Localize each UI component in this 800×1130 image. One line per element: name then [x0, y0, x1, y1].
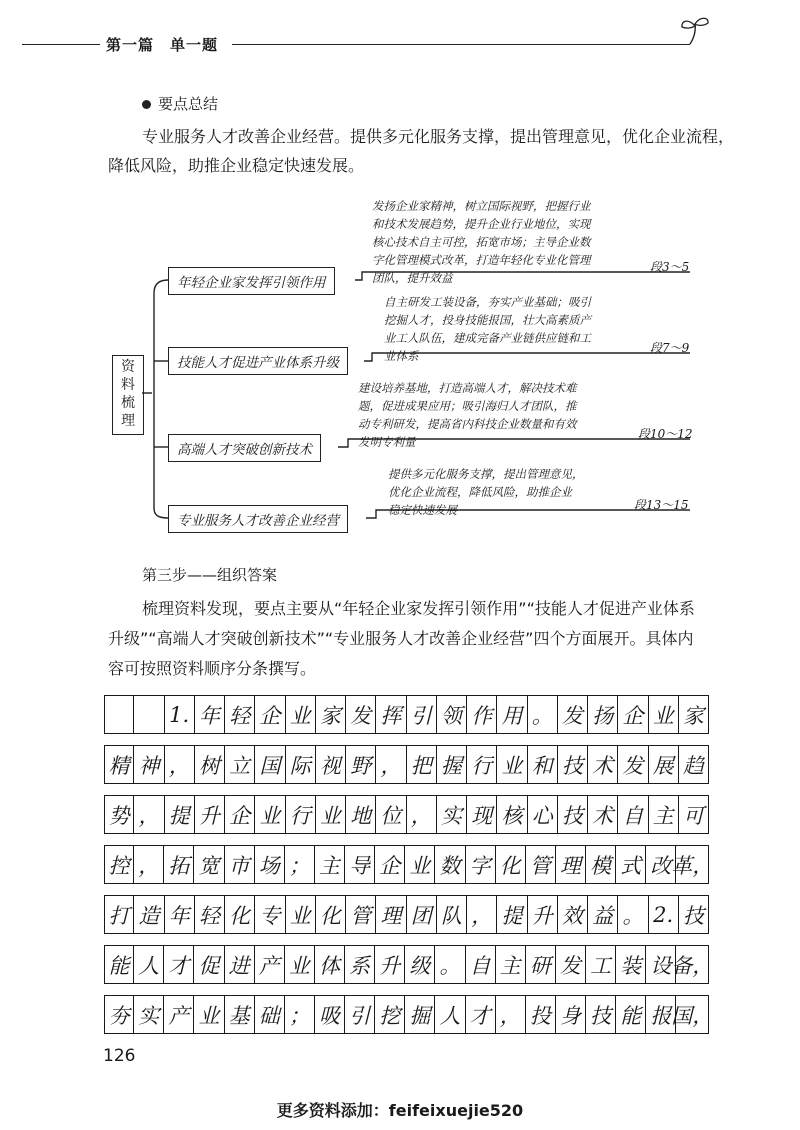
grid-cell: 发 [618, 746, 648, 783]
branch-3-desc: 建设培养基地，打造高端人才，解决技术难 题，促进成果应用；吸引海归人才团队，推 动专利研发，提高省内科技企业数量和有效 发明专利量 [358, 381, 577, 449]
grid-cell: 技 [586, 996, 616, 1033]
grid-cell: 地 [346, 796, 376, 833]
step3-line: 梳理资料发现，要点主要从“年轻企业家发挥引领作用”“技能人才促进产业体系 [142, 599, 695, 618]
grid-cell: 升 [528, 896, 558, 933]
grid-cell: ； [285, 846, 315, 883]
grid-cell: 发 [346, 696, 376, 733]
grid-cell: 2. [649, 896, 679, 933]
grid-cell: 1. [165, 696, 195, 733]
grid-cell: 引 [345, 996, 375, 1033]
grid-cell: 化 [496, 846, 526, 883]
grid-cell: 视 [316, 746, 346, 783]
grid-cell: 模 [586, 846, 616, 883]
grid-cell: 主 [315, 846, 345, 883]
grid-cell: 技 [558, 796, 588, 833]
branch-3-label: 高端人才突破创新技术 [168, 434, 321, 462]
summary-line: 专业服务人才改善企业经营。提供多元化服务支撑，提出管理意见，优化企业流程， [142, 127, 735, 146]
grid-cell: 掘 [405, 996, 435, 1033]
root-label: 资料梳理 [121, 359, 135, 429]
branch-1-desc: 发扬企业家精神，树立国际视野，把握行业 和技术发展趋势，提升企业行业地位，实现 核心技术自主可控，拓宽市场；主导企业数 字化管理模式改革，打造年轻化专业化管理 团队，提升效益 [372, 199, 591, 285]
grid-cell: 能 [616, 996, 646, 1033]
grid-cell: 式 [616, 846, 646, 883]
grid-cell: 术 [588, 796, 618, 833]
grid-cell: ， [165, 746, 195, 783]
grid-cell: ， [376, 746, 406, 783]
branch-4-desc: 提供多元化服务支撑，提出管理意见， 优化企业流程，降低风险，助推企业 稳定快速发展 [388, 467, 584, 517]
grid-cell: 引 [407, 696, 437, 733]
grid-cell: 管 [346, 896, 376, 933]
sprout-icon [676, 14, 714, 48]
grid-cell: 促 [194, 946, 224, 983]
grid-cell: 业 [649, 696, 679, 733]
grid-cell: 场 [255, 846, 285, 883]
grid-cell: 体 [315, 946, 345, 983]
grid-cell: 和 [528, 746, 558, 783]
grid-cell: 立 [225, 746, 255, 783]
grid-cell: 行 [286, 796, 316, 833]
grid-row [104, 745, 709, 784]
grid-cell: 专 [255, 896, 285, 933]
grid-cell: 技 [679, 896, 709, 933]
step3-line: 升级”“高端人才突破创新技术”“专业服务人才改善企业经营”四个方面展开。具体内 [108, 629, 694, 648]
grid-cell: 人 [134, 946, 164, 983]
grid-cell: 业 [497, 746, 527, 783]
grid-cell: ， [134, 846, 164, 883]
grid-cell: 国， [676, 996, 709, 1033]
answer-grid [104, 695, 714, 1045]
branch-1-label: 年轻企业家发挥引领作用 [168, 267, 335, 295]
grid-cell: 基 [225, 996, 255, 1033]
page-number: 126 [103, 1046, 136, 1066]
grid-row [104, 895, 709, 934]
grid-cell: 。 [618, 896, 648, 933]
grid-cell: 设 [646, 946, 676, 983]
grid-cell: 系 [345, 946, 375, 983]
grid-cell: 字 [466, 846, 496, 883]
grid-cell: 发 [558, 696, 588, 733]
grid-cell: 企 [375, 846, 405, 883]
branch-2-ref: 段7～9 [650, 341, 690, 355]
grid-cell: 管 [526, 846, 556, 883]
grid-cell: 才 [164, 946, 194, 983]
grid-cell: 效 [558, 896, 588, 933]
grid-cell: 革， [676, 846, 709, 883]
grid-cell: 精 [104, 746, 134, 783]
grid-cell: 轻 [195, 896, 225, 933]
grid-cell: 装 [616, 946, 646, 983]
grid-cell: 能 [104, 946, 134, 983]
grid-cell: 业 [405, 846, 435, 883]
grid-cell: 级 [405, 946, 435, 983]
grid-row [104, 995, 714, 1034]
grid-cell: 主 [649, 796, 679, 833]
grid-cell [134, 696, 164, 733]
branch-3-ref: 段10～12 [638, 427, 693, 441]
step3-line: 容可按照资料顺序分条撰写。 [108, 659, 317, 678]
grid-cell: 用 [497, 696, 527, 733]
grid-cell: 把 [407, 746, 437, 783]
grid-cell: 础 [255, 996, 285, 1033]
step3-heading: 第三步——组织答案 [142, 566, 278, 584]
grid-cell: 团 [407, 896, 437, 933]
grid-cell: 业 [285, 946, 315, 983]
grid-cell: 。 [435, 946, 465, 983]
bullet-icon [142, 100, 151, 109]
grid-cell: 可 [679, 796, 709, 833]
grid-cell: 业 [194, 996, 224, 1033]
branch-4-label: 专业服务人才改善企业经营 [168, 505, 348, 533]
grid-cell: 作 [467, 696, 497, 733]
grid-cell: 行 [467, 746, 497, 783]
grid-cell: ， [407, 796, 437, 833]
grid-cell: 才 [466, 996, 496, 1033]
grid-cell: 进 [225, 946, 255, 983]
grid-cell: 提 [497, 896, 527, 933]
grid-cell: 术 [588, 746, 618, 783]
grid-cell: 工 [586, 946, 616, 983]
grid-cell: 理 [376, 896, 406, 933]
grid-cell: 化 [316, 896, 346, 933]
grid-cell: 化 [225, 896, 255, 933]
grid-cell: 位 [376, 796, 406, 833]
grid-cell: ， [134, 796, 164, 833]
grid-cell: 造 [134, 896, 164, 933]
grid-cell: 夯 [104, 996, 134, 1033]
grid-cell: 升 [375, 946, 405, 983]
grid-cell: 理 [556, 846, 586, 883]
grid-row [104, 795, 709, 834]
grid-cell: 产 [255, 946, 285, 983]
grid-cell: ； [285, 996, 315, 1033]
grid-cell: ， [496, 996, 526, 1033]
grid-cell: 自 [466, 946, 496, 983]
grid-cell: 身 [556, 996, 586, 1033]
grid-cell: 备， [676, 946, 709, 983]
grid-cell: 神 [134, 746, 164, 783]
grid-cell: 宽 [194, 846, 224, 883]
grid-cell: 发 [556, 946, 586, 983]
grid-cell: 领 [437, 696, 467, 733]
grid-cell: 报 [646, 996, 676, 1033]
branch-4-ref: 段13～15 [634, 498, 689, 512]
grid-cell: 队 [437, 896, 467, 933]
grid-cell: 打 [104, 896, 134, 933]
header-rule-right [232, 44, 690, 45]
watermark-text: 更多资料添加：feifeixuejie520 [276, 1101, 524, 1120]
grid-cell: 业 [286, 896, 316, 933]
grid-row [104, 695, 709, 734]
grid-cell: 年 [195, 696, 225, 733]
grid-cell: 人 [435, 996, 465, 1033]
grid-cell: 年 [165, 896, 195, 933]
grid-cell: 企 [618, 696, 648, 733]
grid-cell: 国 [255, 746, 285, 783]
grid-cell: 轻 [225, 696, 255, 733]
grid-cell: 挖 [375, 996, 405, 1033]
grid-cell: 趋 [679, 746, 709, 783]
grid-cell: 野 [346, 746, 376, 783]
grid-cell: 数 [435, 846, 465, 883]
grid-cell: 研 [526, 946, 556, 983]
grid-cell: 改 [646, 846, 676, 883]
summary-heading: 要点总结 [158, 95, 219, 113]
grid-cell: 导 [345, 846, 375, 883]
grid-cell: 实 [437, 796, 467, 833]
grid-cell: 企 [255, 696, 285, 733]
branch-2-desc: 自主研发工装设备，夯实产业基础；吸引 挖掘人才，投身技能报国，壮大高素质产 业工人队伍，建成完备产业链供应链和工 业体系 [384, 295, 591, 363]
grid-cell: 产 [164, 996, 194, 1033]
grid-cell: 升 [195, 796, 225, 833]
grid-cell [104, 696, 134, 733]
grid-cell: 家 [679, 696, 709, 733]
mind-map-diagram [0, 185, 800, 535]
grid-cell: 吸 [315, 996, 345, 1033]
grid-cell: 核 [497, 796, 527, 833]
branch-1-ref: 段3～5 [650, 260, 690, 274]
grid-cell: 心 [528, 796, 558, 833]
grid-cell: 家 [316, 696, 346, 733]
grid-cell: 自 [618, 796, 648, 833]
grid-cell: ， [467, 896, 497, 933]
grid-cell: 展 [649, 746, 679, 783]
grid-cell: 握 [437, 746, 467, 783]
grid-cell: 业 [286, 696, 316, 733]
grid-cell: 业 [316, 796, 346, 833]
grid-cell: 企 [225, 796, 255, 833]
grid-cell: 树 [195, 746, 225, 783]
grid-cell: 。 [528, 696, 558, 733]
grid-cell: 挥 [376, 696, 406, 733]
grid-cell: 提 [165, 796, 195, 833]
grid-cell: 业 [255, 796, 285, 833]
grid-cell: 投 [526, 996, 556, 1033]
header-rule-left [22, 44, 100, 45]
header-section-title: 第一篇 单一题 [106, 36, 219, 54]
grid-cell: 际 [286, 746, 316, 783]
grid-row [104, 945, 714, 984]
grid-cell: 势 [104, 796, 134, 833]
grid-cell: 益 [588, 896, 618, 933]
grid-cell: 实 [134, 996, 164, 1033]
grid-cell: 市 [225, 846, 255, 883]
grid-row [104, 845, 714, 884]
branch-2-label: 技能人才促进产业体系升级 [168, 347, 348, 375]
grid-cell: 现 [467, 796, 497, 833]
grid-cell: 技 [558, 746, 588, 783]
grid-cell: 拓 [164, 846, 194, 883]
grid-cell: 扬 [588, 696, 618, 733]
grid-cell: 主 [496, 946, 526, 983]
grid-cell: 控 [104, 846, 134, 883]
summary-line: 降低风险，助推企业稳定快速发展。 [108, 156, 365, 175]
